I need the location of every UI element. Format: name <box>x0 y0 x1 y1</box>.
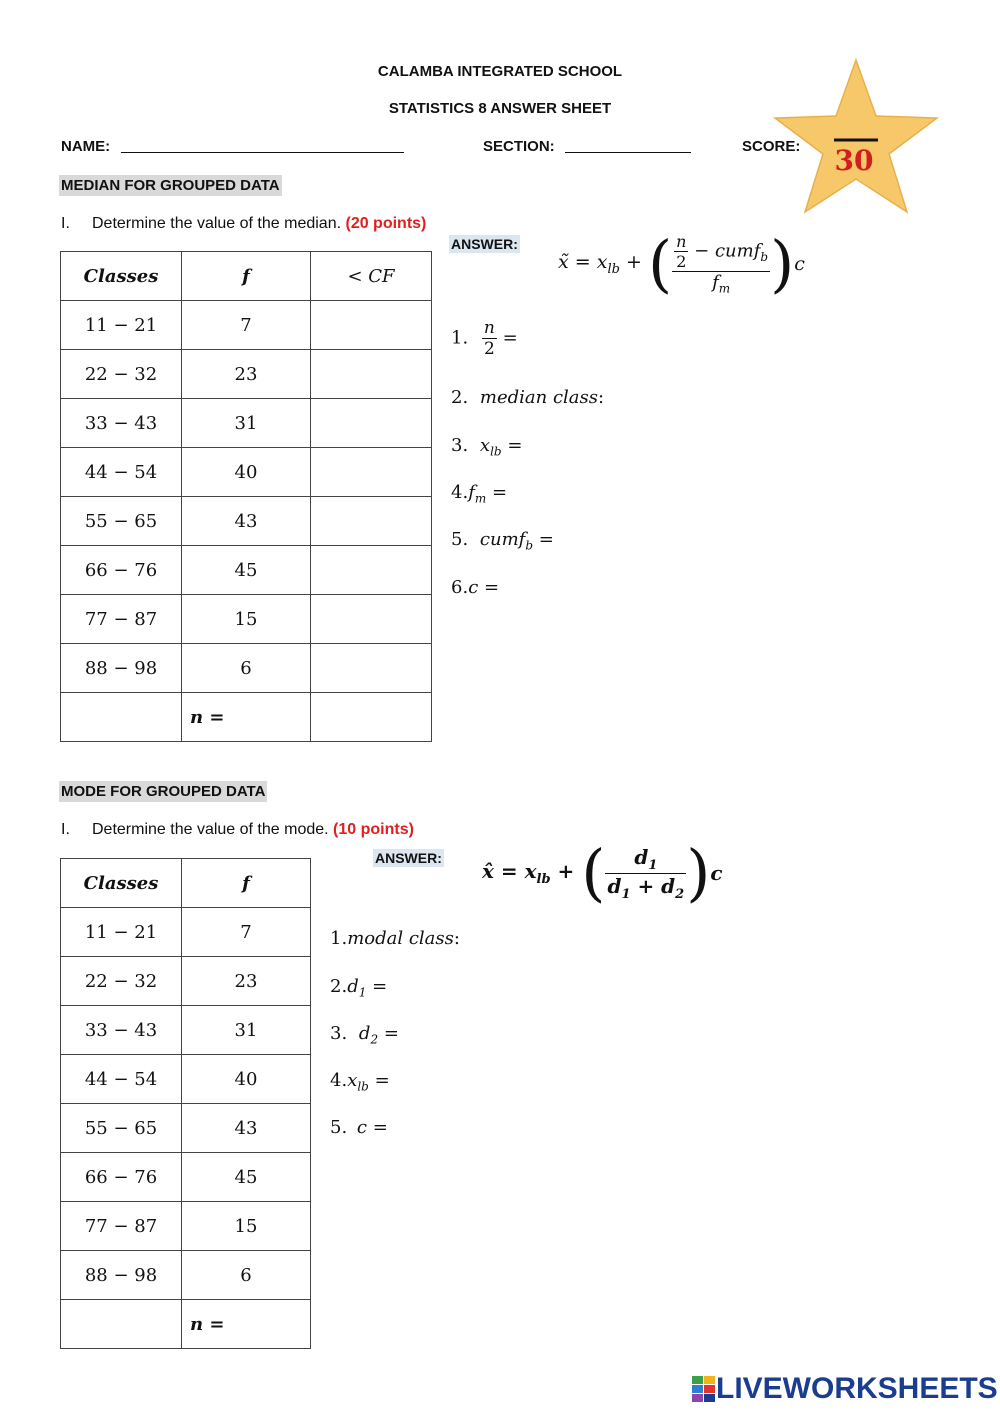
mode-answer-label: ANSWER: <box>375 850 442 866</box>
mode-heading: MODE FOR GROUPED DATA <box>61 783 266 800</box>
class-cell: 11 − 21 <box>61 908 182 957</box>
median-step-2[interactable]: 2. median class: <box>451 387 605 408</box>
sheet-title: STATISTICS 8 ANSWER SHEET <box>388 100 612 117</box>
table-row <box>61 1251 311 1300</box>
table-row <box>61 1153 311 1202</box>
table-total-row <box>61 693 432 742</box>
freq-cell: 7 <box>182 908 311 957</box>
freq-cell: 43 <box>182 497 311 546</box>
section-field[interactable] <box>565 152 691 153</box>
step-number: 4. <box>451 482 469 503</box>
empty-cell <box>61 1300 182 1349</box>
header-classes: Classes <box>61 252 182 301</box>
class-cell: 66 − 76 <box>61 1153 182 1202</box>
header-f: f <box>182 859 311 908</box>
median-step-3[interactable]: 3. $x_{lb}$ = <box>451 435 523 459</box>
table-row <box>61 1104 311 1153</box>
class-cell: 77 − 87 <box>61 1202 182 1251</box>
table-row <box>61 1055 311 1104</box>
freq-cell: 15 <box>182 1202 311 1251</box>
mode-points: (10 points) <box>333 821 414 838</box>
step-number: 1. <box>330 928 348 949</box>
mode-instruction-text: Determine the value of the mode. <box>92 821 329 838</box>
score-label: SCORE: <box>742 138 801 155</box>
cf-input[interactable] <box>311 546 432 595</box>
header-f: f <box>182 252 311 301</box>
step-number: 3. <box>451 435 469 456</box>
class-cell: 44 − 54 <box>61 1055 182 1104</box>
class-cell: 66 − 76 <box>61 546 182 595</box>
class-cell: 22 − 32 <box>61 350 182 399</box>
freq-cell: 43 <box>182 1104 311 1153</box>
median-instruction <box>61 215 426 233</box>
table-row <box>61 399 432 448</box>
step-number: 5. <box>330 1117 348 1138</box>
n-label: n = <box>182 1300 311 1349</box>
liveworksheets-logo <box>692 1372 998 1406</box>
table-row <box>61 908 311 957</box>
freq-cell: 23 <box>182 957 311 1006</box>
cf-input[interactable] <box>311 448 432 497</box>
class-cell: 22 − 32 <box>61 957 182 1006</box>
class-cell: 77 − 87 <box>61 595 182 644</box>
table-row <box>61 350 432 399</box>
star-icon <box>775 60 937 212</box>
table-row <box>61 546 432 595</box>
mode-table <box>60 858 311 1349</box>
cf-input[interactable] <box>311 350 432 399</box>
median-step-5[interactable]: 5. cumf$_b$ = <box>451 529 554 553</box>
table-total-row <box>61 1300 311 1349</box>
mode-step-2[interactable]: $2.d_1$ = <box>330 976 388 1000</box>
mode-instruction <box>61 821 414 839</box>
table-row <box>61 448 432 497</box>
cf-input[interactable] <box>311 301 432 350</box>
table-row <box>61 957 311 1006</box>
freq-cell: 15 <box>182 595 311 644</box>
mode-number: I. <box>61 821 70 838</box>
median-step-6[interactable]: 6.c = <box>451 577 500 598</box>
freq-cell: 7 <box>182 301 311 350</box>
table-row <box>61 595 432 644</box>
mode-formula: x̂ = $x_{lb}$ + ( $\frac{d_1}{d_1 + d_2}$ )c <box>482 836 723 909</box>
step-number: 2. <box>451 387 469 408</box>
table-header-row <box>61 859 311 908</box>
class-cell: 55 − 65 <box>61 497 182 546</box>
mode-step-1[interactable]: 1.modal class: <box>330 928 460 949</box>
name-label: NAME: <box>61 138 111 155</box>
name-row <box>61 138 404 156</box>
class-cell: 33 − 43 <box>61 1006 182 1055</box>
section-row <box>483 138 691 156</box>
liveworksheets-icon <box>692 1376 716 1402</box>
step-number: 2. <box>330 976 348 997</box>
mode-step-4[interactable]: $4.x_{lb}$ = <box>330 1070 390 1094</box>
class-cell: 44 − 54 <box>61 448 182 497</box>
freq-cell: 45 <box>182 1153 311 1202</box>
median-instruction-text: Determine the value of the median. <box>92 215 342 232</box>
cf-input[interactable] <box>311 644 432 693</box>
school-name: CALAMBA INTEGRATED SCHOOL <box>377 63 623 80</box>
table-header-row <box>61 252 432 301</box>
table-row <box>61 497 432 546</box>
freq-cell: 6 <box>182 1251 311 1300</box>
median-answer-label: ANSWER: <box>451 236 518 252</box>
class-cell: 11 − 21 <box>61 301 182 350</box>
class-cell: 55 − 65 <box>61 1104 182 1153</box>
header-cf: < CF <box>311 252 432 301</box>
table-row <box>61 644 432 693</box>
table-row <box>61 301 432 350</box>
class-cell: 33 − 43 <box>61 399 182 448</box>
freq-cell: 31 <box>182 1006 311 1055</box>
n-input[interactable] <box>311 693 432 742</box>
n-label: n = <box>182 693 311 742</box>
freq-cell: 23 <box>182 350 311 399</box>
step-number: 4. <box>330 1070 348 1091</box>
class-cell: 88 − 98 <box>61 644 182 693</box>
median-points: (20 points) <box>345 215 427 232</box>
freq-cell: 40 <box>182 448 311 497</box>
header-classes: Classes <box>61 859 182 908</box>
mode-step-5[interactable]: 5. c = <box>330 1117 388 1138</box>
step-number: 6. <box>451 577 469 598</box>
step-number: 5. <box>451 529 469 550</box>
median-step-1[interactable]: 1. $\frac{n}{2}$ = <box>451 318 518 359</box>
freq-cell: 45 <box>182 546 311 595</box>
median-number: I. <box>61 215 70 232</box>
score-total: 30 <box>834 144 874 177</box>
table-row <box>61 1202 311 1251</box>
median-table <box>60 251 432 742</box>
class-cell: 88 − 98 <box>61 1251 182 1300</box>
median-formula: x̃ = $x_{lb}$ + ( $\frac{n}{2}$ − cumf$_b$ $f_m$ )c <box>558 226 805 300</box>
step-number: 1. <box>451 327 469 349</box>
cf-input[interactable] <box>311 595 432 644</box>
score-star <box>772 58 940 214</box>
freq-cell: 31 <box>182 399 311 448</box>
median-step-4[interactable]: $4.f_m$ = <box>451 482 508 506</box>
name-field[interactable] <box>121 152 404 153</box>
median-heading: MEDIAN FOR GROUPED DATA <box>61 177 280 194</box>
table-row <box>61 1006 311 1055</box>
cf-input[interactable] <box>311 399 432 448</box>
cf-input[interactable] <box>311 497 432 546</box>
freq-cell: 40 <box>182 1055 311 1104</box>
empty-cell <box>61 693 182 742</box>
brand-name: LIVEWORKSHEETS <box>716 1372 998 1405</box>
step-number: 3. <box>330 1023 348 1044</box>
mode-step-3[interactable]: 3. $d_2$ = <box>330 1023 399 1047</box>
section-label: SECTION: <box>483 138 555 155</box>
freq-cell: 6 <box>182 644 311 693</box>
